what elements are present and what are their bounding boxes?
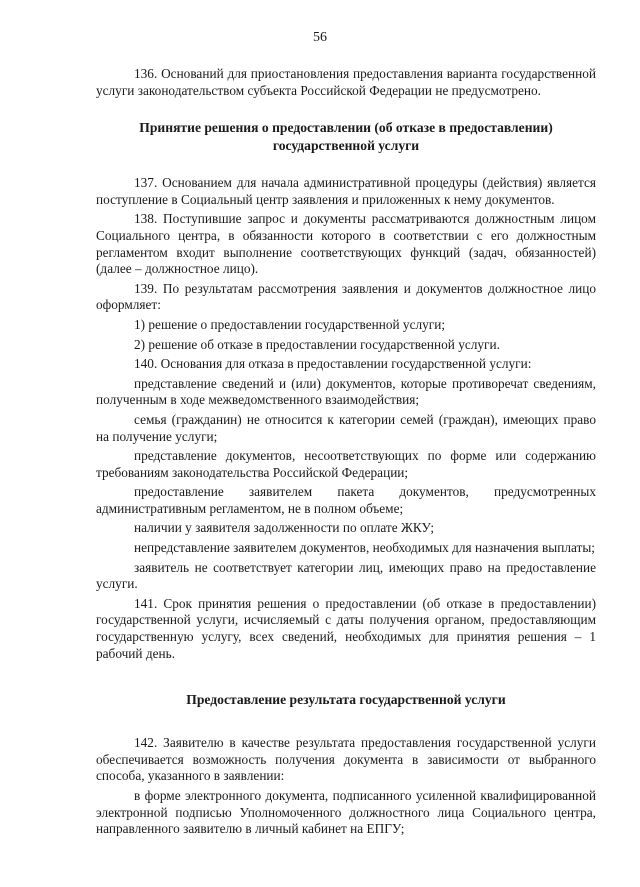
section-heading-decision: Принятие решения о предоставлении (об отказе в предоставлении) государственной услуги — [139, 120, 553, 154]
list-item-decision-refuse: 2) решение об отказе в предоставлении государственной услуги. — [134, 336, 500, 352]
refusal-ground-2: семья (гражданин) не относится к категории семей (граждан), имеющих право на получение услуги; — [96, 411, 596, 444]
refusal-ground-3: представление документов, несоответствующих по форме или содержанию требованиям законодательства Российской Федерации; — [96, 448, 596, 480]
refusal-ground-5: наличии у заявителя задолженности по оплате ЖКУ; — [134, 520, 435, 536]
refusal-ground-7: заявитель не соответствует категории лиц, имеющих право на предоставление услуги. — [96, 559, 596, 592]
page-number: 56 — [313, 30, 327, 45]
section-heading-result: Предоставление результата государственной услуги — [186, 692, 506, 708]
refusal-ground-6: непредставление заявителем документов, необходимых для назначения выплаты; — [134, 540, 595, 556]
paragraph-137: 137. Основанием для начала административной процедуры (действия) является поступление в Социальный центр заявления и приложенных к нему документов. — [96, 175, 596, 207]
result-method-electronic: в форме электронного документа, подписанного усиленной квалифицированной электронной подписью Уполномоченного должностного лица Социального центра, направленного заявителю в личный кабинет на ЕПГУ; — [96, 788, 596, 837]
paragraph-140: 140. Основания для отказа в предоставлении государственной услуги: — [134, 356, 532, 372]
paragraph-138: 138. Поступившие запрос и документы рассматриваются должностным лицом Социального центра, в обязанности которого в соответствии с его должностным регламентом входит выполнение соответствующих функций (задач, обязанностей) (далее – должностное лицо). — [96, 211, 596, 277]
refusal-ground-4: предоставление заявителем пакета документов, предусмотренных административным регламентом, не в полном объеме; — [96, 484, 596, 516]
paragraph-139: 139. По результатам рассмотрения заявления и документов должностное лицо оформляет: — [96, 280, 596, 313]
paragraph-136: 136. Оснований для приостановления предоставления варианта государственной услуги законодательством субъекта Российской Федерации не предусмотрено. — [96, 66, 596, 98]
paragraph-142: 142. Заявителю в качестве результата предоставления государственной услуги обеспечивается возможность получения документа в зависимости от выбранного способа, указанного в заявлении: — [96, 735, 596, 784]
refusal-ground-1: представление сведений и (или) документов, которые противоречат сведениям, полученным в ходе межведомственного взаимодействия; — [96, 375, 596, 408]
document-body — [96, 66, 596, 841]
paragraph-141: 141. Срок принятия решения о предоставлении (об отказе в предоставлении) государственной услуги, исчисляемый с даты получения органом, предоставляющим государственную услугу, всех сведений, необходимых для принятия решения – 1 рабочий день. — [96, 595, 596, 661]
list-item-decision-grant: 1) решение о предоставлении государственной услуги; — [134, 316, 446, 332]
